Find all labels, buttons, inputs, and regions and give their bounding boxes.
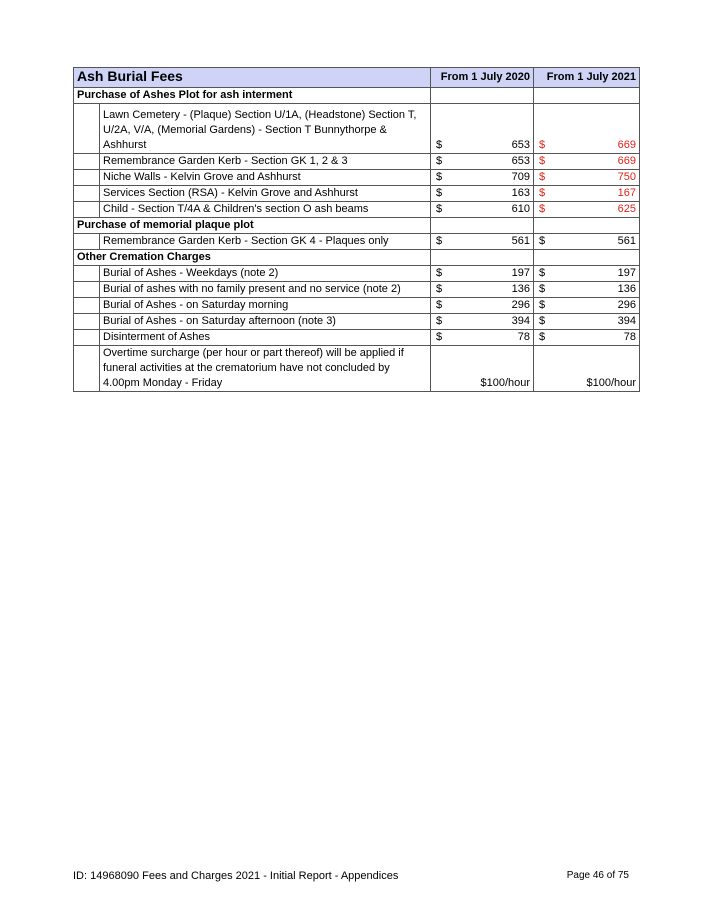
indent-cell — [74, 104, 100, 154]
fee-amount-2020 — [431, 298, 534, 314]
amount-value: 197 — [617, 267, 637, 279]
amount-value: 136 — [617, 283, 637, 295]
fee-description: Remembrance Garden Kerb - Section GK 4 - Plaques only — [100, 234, 431, 250]
overtime-rate-2020: $100/hour — [431, 346, 534, 392]
currency-symbol: $ — [436, 299, 443, 311]
section-label: Other Cremation Charges — [74, 250, 431, 266]
column-header-2021: From 1 July 2021 — [534, 68, 640, 88]
amount-value: 669 — [617, 155, 637, 167]
fee-row — [74, 234, 640, 250]
fee-amount-2021 — [534, 104, 640, 154]
fee-description: Remembrance Garden Kerb - Section GK 1, 2 & 3 — [100, 154, 431, 170]
table-title: Ash Burial Fees — [77, 68, 183, 84]
currency-symbol: $ — [539, 203, 546, 215]
indent-cell — [74, 202, 100, 218]
amount-value: 653 — [511, 155, 531, 167]
fee-row — [74, 330, 640, 346]
fee-description: Burial of ashes with no family present and no service (note 2) — [100, 282, 431, 298]
fee-amount-2020 — [431, 314, 534, 330]
currency-symbol: $ — [539, 235, 546, 247]
fee-amount-2021 — [534, 330, 640, 346]
amount-value: 167 — [617, 187, 637, 199]
fee-row — [74, 266, 640, 282]
currency-symbol: $ — [539, 283, 546, 295]
currency-symbol: $ — [436, 267, 443, 279]
amount-value: 653 — [511, 139, 531, 151]
currency-symbol: $ — [539, 299, 546, 311]
fee-amount-2020 — [431, 186, 534, 202]
fee-amount-2020 — [431, 170, 534, 186]
indent-cell — [74, 298, 100, 314]
amount-value: 296 — [617, 299, 637, 311]
empty-cell — [431, 218, 534, 234]
currency-symbol: $ — [539, 171, 546, 183]
currency-symbol: $ — [436, 171, 443, 183]
column-header-2020: From 1 July 2020 — [431, 68, 534, 88]
fee-row — [74, 104, 640, 154]
table-title-cell — [74, 68, 431, 88]
currency-symbol: $ — [539, 187, 546, 199]
fee-amount-2020 — [431, 202, 534, 218]
overtime-description: Overtime surcharge (per hour or part thereof) will be applied if funeral activities at the crematorium have not concluded by 4.00pm Monday - Friday — [100, 346, 431, 392]
fee-amount-2021 — [534, 186, 640, 202]
amount-value: 561 — [617, 235, 637, 247]
fee-row — [74, 298, 640, 314]
fee-description: Child - Section T/4A & Children's section O ash beams — [100, 202, 431, 218]
amount-value: 78 — [623, 331, 637, 343]
fee-row — [74, 186, 640, 202]
amount-value: 394 — [617, 315, 637, 327]
fee-amount-2021 — [534, 314, 640, 330]
footer-page-number: Page 46 of 75 — [566, 870, 629, 881]
section-header-row — [74, 88, 640, 104]
currency-symbol: $ — [539, 331, 546, 343]
indent-cell — [74, 314, 100, 330]
footer-document-id: ID: 14968090 Fees and Charges 2021 - Initial Report - Appendices — [73, 870, 399, 882]
empty-cell — [534, 218, 640, 234]
fee-row — [74, 202, 640, 218]
amount-value: 750 — [617, 171, 637, 183]
fee-amount-2021 — [534, 282, 640, 298]
fee-amount-2021 — [534, 202, 640, 218]
currency-symbol: $ — [436, 155, 443, 167]
currency-symbol: $ — [539, 155, 546, 167]
currency-symbol: $ — [436, 139, 443, 151]
empty-cell — [534, 88, 640, 104]
table-title-row — [74, 68, 640, 88]
fee-amount-2020 — [431, 154, 534, 170]
fee-description: Lawn Cemetery - (Plaque) Section U/1A, (Headstone) Section T, U/2A, V/A, (Memorial Gardens) - Section T Bunnythorpe & Ashhurst — [100, 104, 431, 154]
amount-value: 163 — [511, 187, 531, 199]
fee-amount-2020 — [431, 104, 534, 154]
amount-value: 296 — [511, 299, 531, 311]
indent-cell — [74, 186, 100, 202]
section-header-row — [74, 250, 640, 266]
fee-row — [74, 282, 640, 298]
amount-value: 709 — [511, 171, 531, 183]
fee-amount-2020 — [431, 266, 534, 282]
fee-row — [74, 314, 640, 330]
amount-value: 625 — [617, 203, 637, 215]
empty-cell — [431, 250, 534, 266]
fee-amount-2021 — [534, 170, 640, 186]
currency-symbol: $ — [539, 267, 546, 279]
amount-value: 78 — [517, 331, 531, 343]
empty-cell — [534, 250, 640, 266]
ash-burial-fees-table — [73, 67, 640, 392]
currency-symbol: $ — [436, 203, 443, 215]
fee-amount-2020 — [431, 330, 534, 346]
fees-table-body — [74, 68, 640, 392]
currency-symbol: $ — [436, 187, 443, 199]
fee-amount-2021 — [534, 298, 640, 314]
fee-description: Burial of Ashes - on Saturday morning — [100, 298, 431, 314]
fee-description: Disinterment of Ashes — [100, 330, 431, 346]
currency-symbol: $ — [436, 283, 443, 295]
overtime-row — [74, 346, 640, 392]
indent-cell — [74, 330, 100, 346]
currency-symbol: $ — [539, 315, 546, 327]
indent-cell — [74, 234, 100, 250]
section-label: Purchase of Ashes Plot for ash interment — [74, 88, 431, 104]
fee-amount-2021 — [534, 234, 640, 250]
fee-row — [74, 154, 640, 170]
currency-symbol: $ — [436, 315, 443, 327]
amount-value: 197 — [511, 267, 531, 279]
amount-value: 669 — [617, 139, 637, 151]
indent-cell — [74, 154, 100, 170]
fee-description: Niche Walls - Kelvin Grove and Ashhurst — [100, 170, 431, 186]
indent-cell — [74, 170, 100, 186]
amount-value: 394 — [511, 315, 531, 327]
fee-amount-2021 — [534, 154, 640, 170]
fee-description: Services Section (RSA) - Kelvin Grove and Ashhurst — [100, 186, 431, 202]
section-header-row — [74, 218, 640, 234]
fee-row — [74, 170, 640, 186]
fee-amount-2020 — [431, 282, 534, 298]
amount-value: 136 — [511, 283, 531, 295]
currency-symbol: $ — [436, 331, 443, 343]
fee-description: Burial of Ashes - on Saturday afternoon (note 3) — [100, 314, 431, 330]
fee-description: Burial of Ashes - Weekdays (note 2) — [100, 266, 431, 282]
indent-cell — [74, 266, 100, 282]
section-label: Purchase of memorial plaque plot — [74, 218, 431, 234]
currency-symbol: $ — [436, 235, 443, 247]
amount-value: 561 — [511, 235, 531, 247]
indent-cell — [74, 346, 100, 392]
indent-cell — [74, 282, 100, 298]
amount-value: 610 — [511, 203, 531, 215]
empty-cell — [431, 88, 534, 104]
currency-symbol: $ — [539, 139, 546, 151]
fee-amount-2020 — [431, 234, 534, 250]
fee-amount-2021 — [534, 266, 640, 282]
overtime-rate-2021: $100/hour — [534, 346, 640, 392]
